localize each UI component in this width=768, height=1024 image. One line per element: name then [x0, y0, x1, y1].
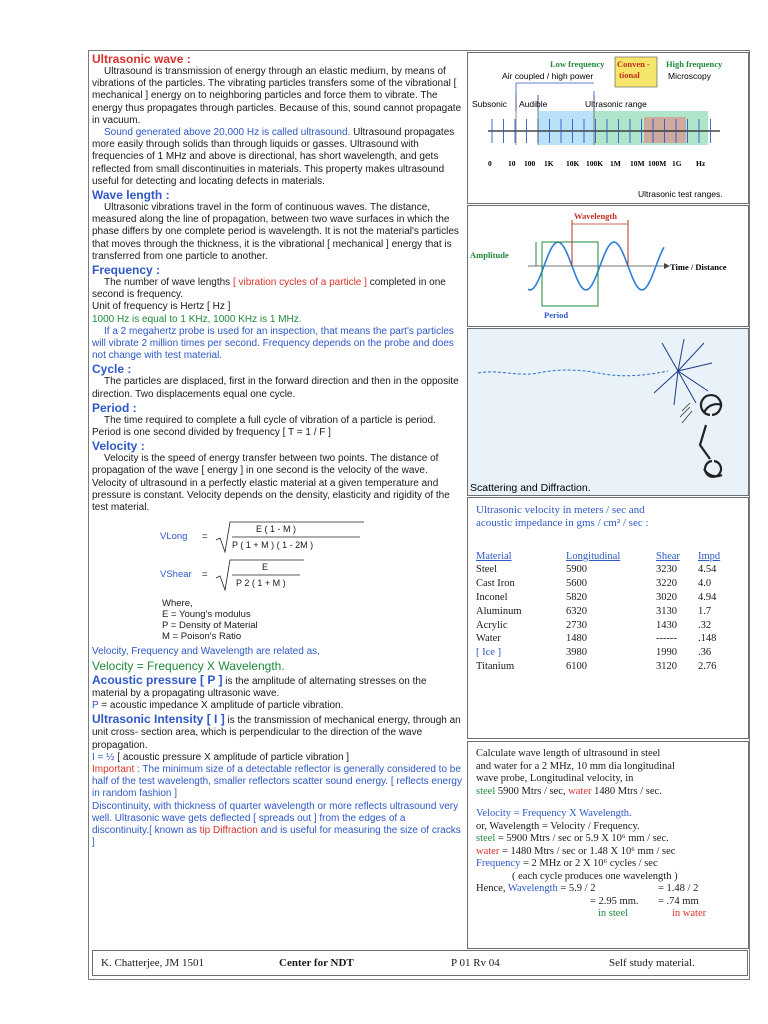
- cell-longitudinal: 5820: [566, 592, 587, 604]
- calc-a8-steel: = 2.95 mm.: [590, 895, 639, 907]
- amplitude-label: Amplitude: [470, 250, 509, 260]
- period-para2: Period is one second divided by frequency [ T = 1 / F ]: [92, 427, 331, 439]
- calc-q4-steel: steel: [476, 785, 496, 797]
- heading-cycle: Cycle :: [92, 362, 132, 377]
- ultrasonic-wave-para1: Ultrasound is transmission of energy through an elastic medium, by means of vibrations of the particles. The vibrating particles transfers some of the vibrational [ mechanical ] energy on to neighboring particles and force them to vibrate. The energy thus propagates through particles. Because of this, sound cannot propagate in vacuum.: [92, 66, 462, 126]
- calc-a6: ( each cycle produces one wavelength ): [512, 870, 678, 882]
- cell-shear: 3230: [656, 564, 677, 576]
- cell-longitudinal: 5600: [566, 578, 587, 590]
- tick-label: 100M: [648, 159, 667, 168]
- table-row: [476, 660, 738, 674]
- calc-q2: and water for a 2 MHz, 10 mm dia longitudinal: [476, 760, 675, 772]
- heading-period: Period :: [92, 400, 137, 415]
- vlong-denominator: P ( 1 + M ) ( 1 - 2M ): [232, 540, 314, 551]
- cell-impd: .148: [698, 633, 717, 645]
- wave-length-para: Ultrasonic vibrations travel in the form of continuous waves. The distance, measured along the line of propagation, between two wave surfaces in which the phase differs by one complete period is wavelength. It is not the material's particles that moves through the thickness, it is the vibrational [ mechanical ] energy that is transferred from one particle to another.: [92, 202, 459, 262]
- cell-impd: .32: [698, 619, 712, 631]
- footer: [92, 950, 748, 976]
- vlong-label: VLong: [160, 531, 188, 543]
- vlong-radical: [214, 520, 364, 554]
- calc-a7-wavelength: Wavelength: [507, 883, 558, 894]
- frequency-para1: [92, 277, 462, 301]
- table-row: [476, 647, 738, 661]
- cell-material: Titanium: [476, 661, 515, 673]
- vshear-radical: [214, 558, 364, 592]
- calc-a1: Velocity = Frequency X Wavelength.: [476, 808, 632, 819]
- cell-shear: 3130: [656, 605, 677, 617]
- cell-shear: 3220: [656, 578, 677, 590]
- tick-label: 1G: [672, 159, 682, 168]
- calc-q3: wave probe, Longitudinal velocity, in: [476, 773, 634, 784]
- frequency-spectrum-panel: [467, 52, 749, 204]
- intensity-text: is the transmission of mechanical energy, through an unit cross- section area, which is perpendicular to the direction of the wave propagation.: [92, 715, 461, 751]
- intensity-eq-text: [ acoustic pressure X amplitude of particle vibration ]: [114, 751, 350, 763]
- vlong-formula: [160, 518, 462, 556]
- heading-frequency: Frequency :: [92, 263, 161, 278]
- tip-diffraction: tip Diffraction: [199, 824, 258, 836]
- cell-longitudinal: 6320: [566, 605, 587, 617]
- cell-shear: 3120: [656, 661, 677, 673]
- calc-a7-water-eq: = 1.48 / 2: [658, 883, 699, 894]
- cell-shear: 1430: [656, 619, 677, 631]
- table-row: [476, 578, 738, 592]
- frequency-conversion: 1000 Hz is equal to 1 KHz, 1000 KHz is 1 MHz.: [92, 313, 302, 325]
- calc-a5-value: = 2 MHz or 2 X 10⁶ cycles / sec: [520, 858, 658, 869]
- cycle-para: The particles are displaced, first in the forward direction and then in the opposite direction. Two displacements equal one cycle.: [92, 376, 459, 400]
- vshear-equals: =: [202, 569, 208, 581]
- left-column: [92, 52, 462, 849]
- calc-a7-steel-eq: = 5.9 / 2: [557, 883, 596, 894]
- cell-impd: .36: [698, 647, 712, 659]
- velocity-para: Velocity is the speed of energy transfer between two points. The distance of propagation of the wave [ energy ] in one second is the velocity of the wave. Velocity of ultrasound in a perfectly elastic material at a given temperature and pressure is constant. Velocity depends on the density, elasticity and rigidity of the test material.: [92, 453, 450, 514]
- audible-band: [538, 111, 594, 145]
- table-title-line2: acoustic impedance in gms / cm² / sec :: [476, 517, 649, 529]
- calc-a8: [476, 896, 740, 909]
- conventional-band: [644, 117, 686, 143]
- calc-a4-value: = 1480 Mtrs / sec or 1.48 X 10⁶ mm / sec: [499, 845, 676, 857]
- calc-a7: [476, 883, 740, 896]
- calc-a2: or, Wavelength = Velocity / Frequency.: [476, 820, 640, 832]
- calc-a9: [476, 908, 740, 921]
- frequency-example: If a 2 megahertz probe is used for an inspection, that means the part's particles will vibrate 2 million times per second. Frequency depends on the probe and does not change with test material.: [92, 325, 454, 362]
- calc-a4: [476, 846, 740, 859]
- conventional-label-2: tional: [619, 70, 640, 80]
- important-text: The minimum size of a detectable reflector is generally considered to be half of the test wavelength, smaller reflectors scatter sound energy. [ reflects energy in random fashion ]: [92, 763, 462, 800]
- discontinuity-text1: Discontinuity, with thickness of quarter wavelength or more reflects ultrasound very well. Ultrasonic wave gets deflected [ spreads out ] from the edges of a discontinuity.[ known as: [92, 800, 459, 836]
- calc-answer: [476, 808, 740, 921]
- cell-longitudinal: 5900: [566, 564, 587, 576]
- ultrasonic-wave-para2-rest: Ultrasound propagates more easily through solids than through liquids or gasses. Ultrasound with frequencies of 1 MHz and above is directional, has short wavelength, and gets reflected from small discontinuities in materials. This property makes ultrasound useful for detecting and locating defects in materials.: [92, 127, 455, 187]
- velocity-relation: Velocity, Frequency and Wavelength are related as,: [92, 646, 320, 658]
- calc-a9-water: in water: [672, 908, 707, 919]
- heading-velocity: Velocity :: [92, 439, 145, 454]
- cell-impd: 2.76: [698, 661, 717, 673]
- intensity-heading: Ultrasonic Intensity [ I ]: [92, 712, 225, 727]
- i-symbol: I = ½: [92, 751, 115, 763]
- important-note: [92, 764, 462, 801]
- heading-ultrasonic-wave: Ultrasonic wave :: [92, 52, 191, 66]
- spectrum-caption: Ultrasonic test ranges.: [638, 189, 723, 199]
- vlong-numerator: E ( 1 - M ): [256, 524, 296, 535]
- scattering-panel: [467, 328, 749, 496]
- table-title-line1: Ultrasonic velocity in meters / sec and: [476, 504, 645, 516]
- cell-material: Aluminum: [476, 605, 522, 617]
- heading-wave-length: Wave length :: [92, 188, 170, 203]
- table-title: [476, 504, 748, 530]
- scattering-diagram: [468, 329, 748, 495]
- table-row: [476, 605, 738, 619]
- cell-material: Steel: [476, 564, 497, 576]
- frequency-p1c: completed in one second is frequency.: [92, 277, 446, 301]
- calc-q4-steel-value: 5900 Mtrs / sec,: [495, 785, 569, 797]
- cell-longitudinal: 3980: [566, 647, 587, 659]
- cell-longitudinal: 6100: [566, 661, 587, 673]
- cell-material: [ Ice ]: [476, 647, 502, 659]
- material-velocity-table: [476, 550, 738, 674]
- table-row: [476, 591, 738, 605]
- cell-material: Acrylic: [476, 619, 508, 631]
- where-e: E = Young's modulus: [162, 609, 251, 621]
- scatter-caption: Scattering and Diffraction.: [470, 482, 591, 494]
- cell-material: Water: [476, 633, 501, 645]
- tick-labels: [488, 159, 706, 168]
- period-para1: The time required to complete a full cycle of vibration of a particle is period.: [104, 414, 436, 426]
- footer-center: Center for NDT: [279, 957, 354, 969]
- acoustic-pressure-heading: Acoustic pressure [ P ]: [92, 672, 223, 687]
- table-header-row: [476, 550, 738, 564]
- where-m: M = Poison's Ratio: [162, 631, 242, 643]
- cell-material: Cast Iron: [476, 578, 515, 590]
- cell-shear: 1990: [656, 647, 677, 659]
- tick-label: Hz: [696, 159, 706, 168]
- ultrasound-definition: Sound generated above 20,000 Hz is called ultrasound.: [104, 127, 351, 139]
- ultrasonic-range-label: Ultrasonic range: [585, 99, 647, 109]
- conventional-label-1: Conven -: [617, 59, 650, 69]
- cell-shear: 3020: [656, 592, 677, 604]
- footer-note: Self study material.: [609, 957, 695, 969]
- incident-wave: [478, 370, 668, 376]
- where-label: Where,: [162, 598, 193, 610]
- footer-author: K. Chatterjee, JM 1501: [101, 957, 204, 969]
- intensity-para: [92, 712, 462, 752]
- audible-label: Audible: [519, 99, 548, 109]
- calc-a3: [476, 833, 740, 846]
- high-frequency-label: High frequency: [666, 59, 723, 69]
- cell-material: Inconel: [476, 592, 508, 604]
- tick-label: 1M: [610, 159, 621, 168]
- wavelength-label: Wavelength: [574, 211, 617, 221]
- discontinuity-note: [92, 801, 462, 850]
- tick-label: 10: [508, 159, 516, 168]
- tick-label: 100K: [586, 159, 604, 168]
- formula-legend: [162, 598, 462, 642]
- velocity-formulas: [160, 518, 462, 594]
- tick-label: 100: [524, 159, 536, 168]
- header-shear: Shear: [656, 550, 680, 562]
- cell-shear: ------: [656, 633, 677, 645]
- calc-a3-value: = 5900 Mtrs / sec or 5.9 X 10⁶ mm / sec.: [495, 833, 669, 844]
- ultrasonic-wave-para2: [92, 127, 462, 188]
- diffraction-crack: [700, 395, 722, 477]
- cell-impd: 4.94: [698, 592, 717, 604]
- time-distance-label: Time / Distance: [670, 262, 727, 272]
- calc-a5: [476, 858, 740, 871]
- wave-diagram: [468, 206, 748, 326]
- air-coupled-label: Air coupled / high power: [502, 71, 594, 81]
- vshear-numerator: E: [262, 562, 269, 573]
- frequency-spectrum-diagram: [468, 53, 748, 203]
- low-frequency-label: Low frequency: [550, 59, 605, 69]
- discontinuity-text2: and is useful for measuring the size of cracks ]: [92, 824, 461, 849]
- acoustic-pressure-para: [92, 673, 462, 700]
- velocity-table-panel: [467, 497, 749, 739]
- calc-q4-water: water: [568, 785, 592, 797]
- calc-a3-steel: steel: [476, 833, 496, 844]
- calc-a8-water: = .74 mm: [658, 895, 699, 907]
- subsonic-label: Subsonic: [472, 99, 507, 109]
- table-row: [476, 564, 738, 578]
- vshear-denominator: P 2 ( 1 + M ): [236, 578, 286, 589]
- velocity-relation-equation: Velocity = Frequency X Wavelength.: [92, 658, 285, 673]
- calc-q1: Calculate wave length of ultrasound in steel: [476, 748, 661, 759]
- frequency-p1b: [ vibration cycles of a particle ]: [232, 277, 367, 289]
- calc-q4: [476, 786, 740, 799]
- calc-q4-water-value: 1480 Mtrs / sec.: [591, 785, 662, 797]
- table-row: [476, 633, 738, 647]
- tick-label: 0: [488, 159, 492, 168]
- calc-a5-frequency: Frequency: [476, 858, 521, 869]
- table-row: [476, 619, 738, 633]
- calc-a7-hence: Hence,: [476, 883, 508, 894]
- header-material: Material: [476, 550, 512, 562]
- frequency-unit: Unit of frequency is Hertz [ Hz ]: [92, 301, 231, 313]
- cell-longitudinal: 1480: [566, 633, 587, 645]
- diffracted-lines: [680, 403, 692, 423]
- calc-a9-steel: in steel: [598, 908, 629, 919]
- cell-impd: 1.7: [698, 605, 712, 617]
- acoustic-pressure-equation: [92, 700, 462, 712]
- intensity-equation: [92, 752, 462, 764]
- important-label: Important :: [92, 763, 140, 775]
- cell-impd: 4.0: [698, 578, 712, 590]
- footer-page: P 01 Rv 04: [451, 957, 500, 969]
- acoustic-pressure-text: is the amplitude of alternating stresses on the material by a propagating ultrasonic wave.: [92, 675, 427, 699]
- vlong-equals: =: [202, 531, 208, 543]
- vshear-label: VShear: [160, 569, 192, 581]
- header-impd: Impd: [698, 550, 721, 562]
- where-p: P = Density of Material: [162, 620, 258, 632]
- calc-question: [476, 748, 740, 798]
- tick-label: 1K: [544, 159, 554, 168]
- tick-label: 10K: [566, 159, 580, 168]
- p-symbol: P: [92, 699, 99, 711]
- vshear-formula: [160, 556, 462, 594]
- frequency-p1a: The number of wave lengths: [104, 277, 233, 289]
- acoustic-pressure-eq-text: = acoustic impedance X amplitude of particle vibration.: [98, 699, 344, 711]
- wave-diagram-panel: [467, 205, 749, 327]
- calc-a4-water: water: [476, 845, 500, 857]
- cell-impd: 4.54: [698, 564, 717, 576]
- microscopy-label: Microscopy: [668, 71, 711, 81]
- tick-label: 10M: [630, 159, 645, 168]
- calculation-panel: [467, 741, 749, 949]
- period-label: Period: [544, 310, 569, 320]
- header-longitudinal: Longitudinal: [566, 550, 621, 562]
- cell-longitudinal: 2730: [566, 619, 587, 631]
